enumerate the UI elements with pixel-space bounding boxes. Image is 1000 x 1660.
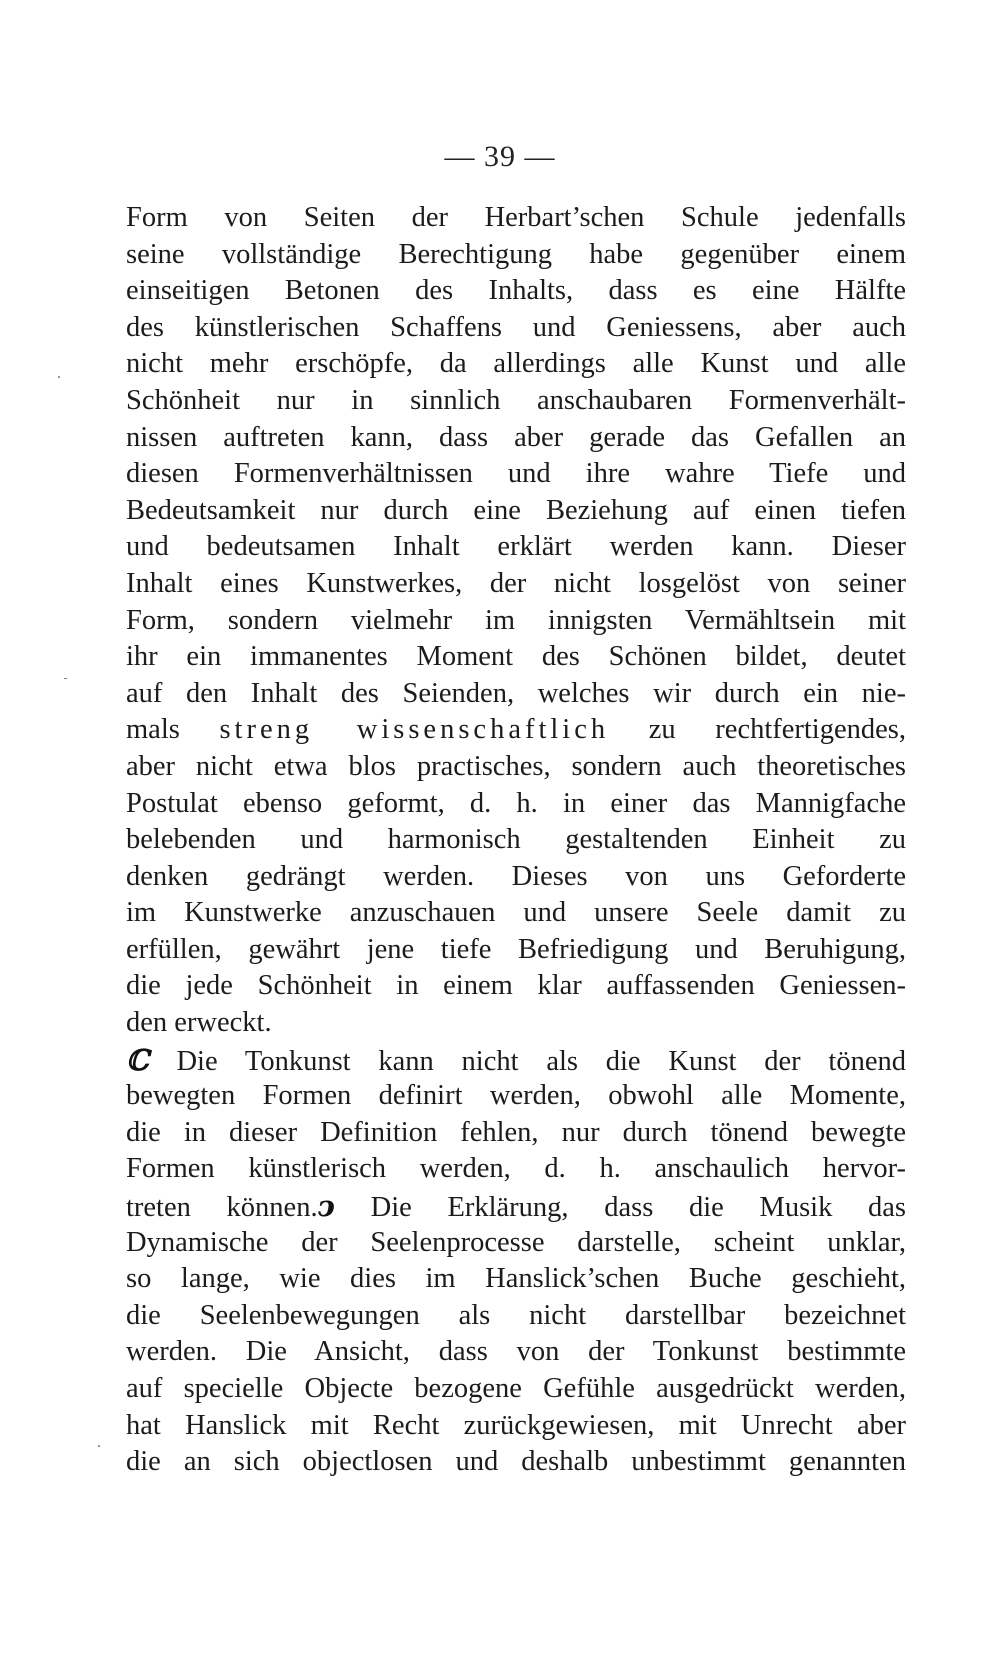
text-line: Formen künstlerisch werden, d. h. anschaulich hervor-	[126, 1153, 906, 1185]
text-line: die jede Schönheit in einem klar auffassenden Geniessen-	[126, 970, 906, 1002]
text-line: erfüllen, gewährt jene tiefe Befriedigung und Beruhigung,	[126, 933, 906, 965]
text-line: auf den Inhalt des Seienden, welches wir durch ein nie-	[126, 677, 906, 709]
text-line: die Seelenbewegungen als nicht darstellbar bezeichnet	[126, 1299, 906, 1331]
open-bracket-mark: ℂ	[126, 1042, 149, 1077]
emphasized-text: streng wissenschaftlich	[219, 714, 610, 746]
text-line: denken gedrängt werden. Dieses von uns Geforderte	[126, 860, 906, 892]
text-fragment: mals	[126, 714, 220, 746]
text-line: hat Hanslick mit Recht zurückgewiesen, mit Unrecht aber	[126, 1409, 906, 1441]
text-line: die an sich objectlosen und deshalb unbestimmt genannten	[126, 1446, 906, 1478]
text-line: einseitigen Betonen des Inhalts, dass es eine Hälfte	[126, 275, 906, 307]
text-line: Form, sondern vielmehr im innigsten Vermähltsein mit	[126, 604, 906, 636]
text-line: Dynamische der Seelenprocesse darstelle, scheint unklar,	[126, 1226, 906, 1258]
text-line: nicht mehr erschöpfe, da allerdings alle Kunst und alle	[126, 348, 906, 380]
text-line: ihr ein immanentes Moment des Schönen bildet, deutet	[126, 641, 906, 673]
text-line: die in dieser Definition fehlen, nur durch tönend bewegte	[126, 1116, 906, 1148]
text-line: nissen auftreten kann, dass aber gerade das Gefallen an	[126, 421, 906, 453]
text-line: seine vollständige Berechtigung habe gegenüber einem	[126, 238, 906, 270]
paper-speck	[98, 1445, 100, 1447]
text-line: Bedeutsamkeit nur durch eine Beziehung auf einen tiefen	[126, 494, 906, 526]
text-line: so lange, wie dies im Hanslick’schen Buche geschieht,	[126, 1263, 906, 1295]
text-line: werden. Die Ansicht, dass von der Tonkunst bestimmte	[126, 1336, 906, 1368]
text-line: auf specielle Objecte bezogene Gefühle ausgedrückt werden,	[126, 1373, 906, 1404]
body-text	[126, 200, 906, 1481]
page-number: — 39 —	[444, 140, 556, 173]
close-bracket-mark: ↄ	[317, 1189, 335, 1224]
text-line	[126, 1042, 906, 1079]
text-fragment: treten können.	[126, 1192, 318, 1224]
text-line: im Kunstwerke anzuschauen und unsere Seele damit zu	[126, 897, 906, 929]
text-line: aber nicht etwa blos practisches, sondern auch theoretisches	[126, 750, 906, 782]
text-line: den erweckt.	[126, 1007, 272, 1039]
text-line: und bedeutsamen Inhalt erklärt werden kann. Dieser	[126, 531, 906, 563]
text-line	[126, 712, 906, 749]
paper-speck	[64, 678, 67, 679]
text-line: diesen Formenverhältnissen und ihre wahre Tiefe und	[126, 458, 906, 490]
text-line: bewegten Formen definirt werden, obwohl alle Momente,	[126, 1080, 906, 1112]
text-line: Postulat ebenso geformt, d. h. in einer das Mannigfache	[126, 787, 906, 819]
text-line: Inhalt eines Kunstwerkes, der nicht losgelöst von seiner	[126, 567, 906, 599]
text-fragment: Die Erklärung, dass die Musik das	[334, 1192, 906, 1224]
paper-speck	[58, 376, 60, 378]
text-line: Schönheit nur in sinnlich anschaubaren Formenverhält-	[126, 384, 906, 416]
text-line: belebenden und harmonisch gestaltenden Einheit zu	[126, 824, 906, 856]
text-line: Form von Seiten der Herbart’schen Schule jedenfalls	[126, 202, 906, 233]
text-fragment: Die Tonkunst kann nicht als die Kunst der tönend	[148, 1045, 906, 1077]
text-line	[126, 1188, 906, 1225]
text-line: des künstlerischen Schaffens und Geniessens, aber auch	[126, 311, 906, 343]
text-fragment: zu rechtfertigendes,	[609, 714, 906, 746]
